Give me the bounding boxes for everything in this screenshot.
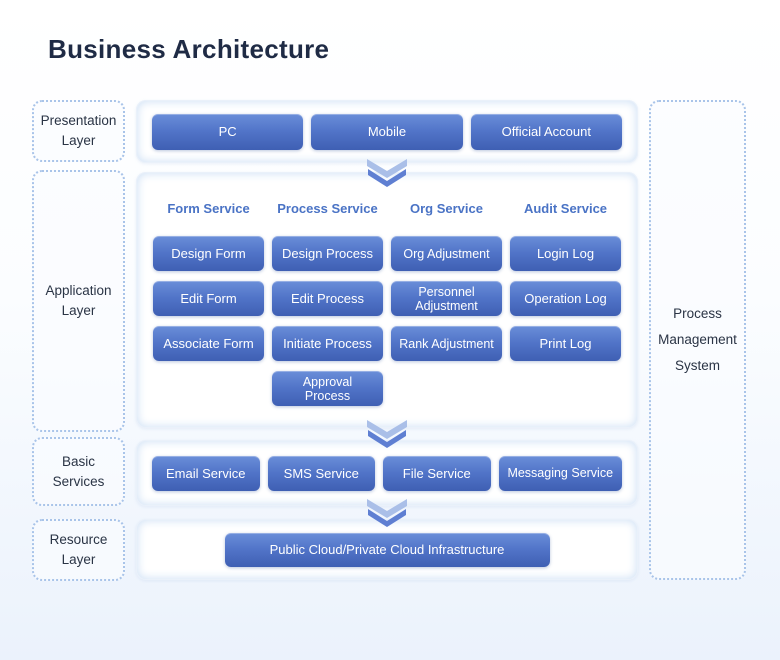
column-header-form-service: Form Service	[167, 200, 250, 216]
presentation-layer-label	[32, 100, 125, 162]
chevron-down-arrow-icon	[365, 498, 409, 528]
node-messaging-service: Messaging Service	[499, 456, 623, 491]
column-header-audit-service: Audit Service	[523, 200, 608, 216]
node-approval-process: Approval Process	[272, 371, 383, 406]
node-edit-process: Edit Process	[272, 281, 383, 316]
node-design-process: Design Process	[272, 236, 383, 271]
page-title: Business Architecture	[48, 34, 330, 64]
node-org-adjustment: Org Adjustment	[391, 236, 502, 271]
resource-layer-panel	[136, 519, 638, 580]
process-management-system-panel	[649, 100, 746, 580]
node-personnel-adjustment: Personnel Adjustment	[391, 281, 502, 316]
basic-services-label	[32, 437, 125, 506]
node-design-form: Design Form	[153, 236, 264, 271]
node-associate-form: Associate Form	[153, 326, 264, 361]
process-service-column	[272, 198, 383, 406]
application-layer-label	[32, 170, 125, 432]
node-pc: PC	[152, 114, 303, 150]
node-official-account: Official Account	[471, 114, 622, 150]
chevron-down-arrow-icon	[365, 158, 409, 188]
application-layer-label-text: Application Layer	[45, 283, 112, 318]
chevron-down-arrow-icon	[365, 419, 409, 449]
node-email-service: Email Service	[152, 456, 260, 491]
basic-services-panel	[136, 440, 638, 506]
node-rank-adjustment: Rank Adjustment	[391, 326, 502, 361]
node-sms-service: SMS Service	[268, 456, 376, 491]
process-management-system-label: Process Management System	[658, 306, 737, 373]
node-file-service: File Service	[383, 456, 491, 491]
node-login-log: Login Log	[510, 236, 621, 271]
application-grid	[153, 198, 621, 406]
column-header-process-service: Process Service	[277, 200, 378, 216]
node-mobile: Mobile	[311, 114, 462, 150]
basic-services-label-text: Basic Services	[52, 453, 105, 489]
presentation-layer-panel	[136, 100, 638, 163]
column-header-org-service: Org Service	[410, 200, 483, 216]
org-service-column	[391, 198, 502, 406]
node-initiate-process: Initiate Process	[272, 326, 383, 361]
node-edit-form: Edit Form	[153, 281, 264, 316]
resource-layer-label	[32, 519, 125, 581]
audit-service-column	[510, 198, 621, 406]
form-service-column	[153, 198, 264, 406]
node-print-log: Print Log	[510, 326, 621, 361]
resource-layer-label-text: Resource Layer	[49, 532, 108, 567]
application-layer-panel	[136, 172, 638, 428]
node-cloud-infrastructure: Public Cloud/Private Cloud Infrastructure	[225, 533, 550, 567]
presentation-layer-label-text: Presentation Layer	[40, 113, 117, 148]
node-operation-log: Operation Log	[510, 281, 621, 316]
